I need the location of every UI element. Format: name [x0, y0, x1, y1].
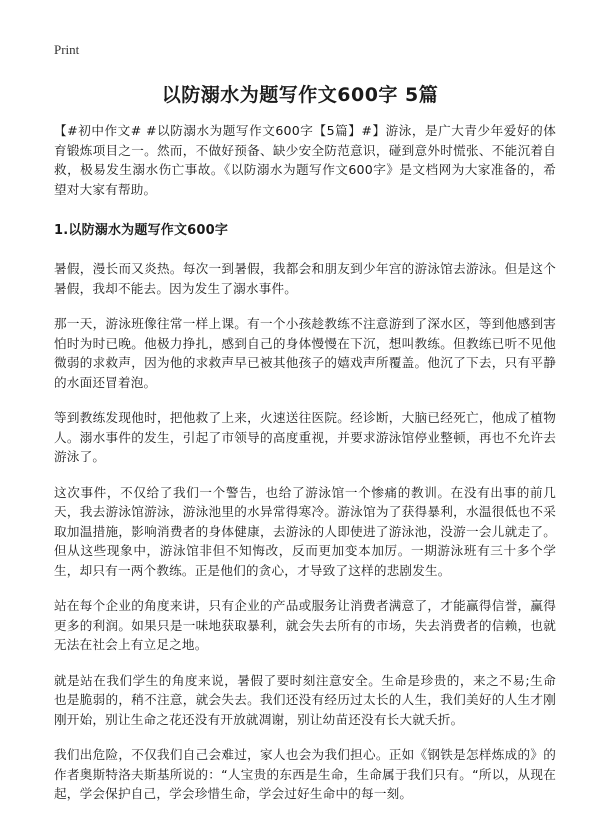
paragraph-7: 我们出危险，不仅我们自己会难过，家人也会为我们担心。正如《钢铁是怎样炼成的》的作者奥斯特洛夫斯基所说的：“人宝贵的东西是生命，生命属于我们只有。“所以，从现在起，学会保护自己，学会珍惜生命，学会过好生命中的每一刻。: [54, 747, 556, 801]
paragraph-3: 等到教练发现他时，把他救了上来，火速送往医院。经诊断，大脑已经死亡，他成了植物人。溺水事件的发生，引起了市领导的高度重视，并要求游泳馆停业整顿，再也不允许去游泳了。: [54, 410, 556, 464]
intro-paragraph: 【#初中作文# #以防溺水为题写作文600字【5篇】#】游泳，是广大青少年爱好的体育锻炼项目之一。然而，不做好预备、缺少安全防范意识，碰到意外时慌张、不能沉着自救，极易发生溺水伤亡事故。《以防溺水为题写作文600字》是文档网为大家准备的，希望对大家有帮助。: [54, 123, 556, 197]
section-heading: 1.以防溺水为题写作文600字: [54, 223, 229, 238]
paragraph-6: 就是站在我们学生的角度来说，暑假了要时刻注意安全。生命是珍贵的，来之不易;生命也是脆弱的，稍不注意，就会失去。我们还没有经历过太长的人生，我们美好的人生才刚刚开始，别让生命之花还没有开放就凋谢，别让幼苗还没有长大就夭折。: [54, 672, 556, 727]
page-title: 以防溺水为题写作文600字 5篇: [161, 84, 439, 106]
print-label: Print: [54, 42, 80, 57]
paragraph-5: 站在每个企业的角度来讲，只有企业的产品或服务让消费者满意了，才能赢得信誉，赢得更多的利润。如果只是一味地获取暴利，就会失去所有的市场，失去消费者的信赖，也就无法在社会上有立足之地。: [54, 598, 556, 652]
paragraph-2: 那一天，游泳班像往常一样上课。有一个小孩趁教练不注意游到了深水区，等到他感到害怕时为时已晚。他极力挣扎，感到自己的身体慢慢在下沉，想叫教练。但教练已听不见他微弱的求救声，因为他的求救声早已被其他孩子的嬉戏声所覆盖。他沉了下去，只有平静的水面还冒着泡。: [54, 316, 556, 390]
article-body: [54, 121, 556, 820]
paragraph-1: 暑假，漫长而又炎热。每次一到暑假，我都会和朋友到少年宫的游泳馆去游泳。但是这个暑假，我却不能去。因为发生了溺水事件。: [54, 261, 556, 296]
paragraph-4: 这次事件，不仅给了我们一个警告，也给了游泳馆一个惨痛的教训。在没有出事的前几天，我去游泳馆游泳，游泳池里的水异常得寒冷。游泳馆为了获得暴利，水温很低也不采取加温措施，影响消费者的身体健康，去游泳的人即使进了游泳池，没游一会儿就走了。但从这些现象中，游泳馆非但不知悔改，反而更加变本加厉。一期游泳班有三十多个学生，却只有一两个教练。正是他们的贪心，才导致了这样的悲剧发生。: [54, 484, 556, 578]
